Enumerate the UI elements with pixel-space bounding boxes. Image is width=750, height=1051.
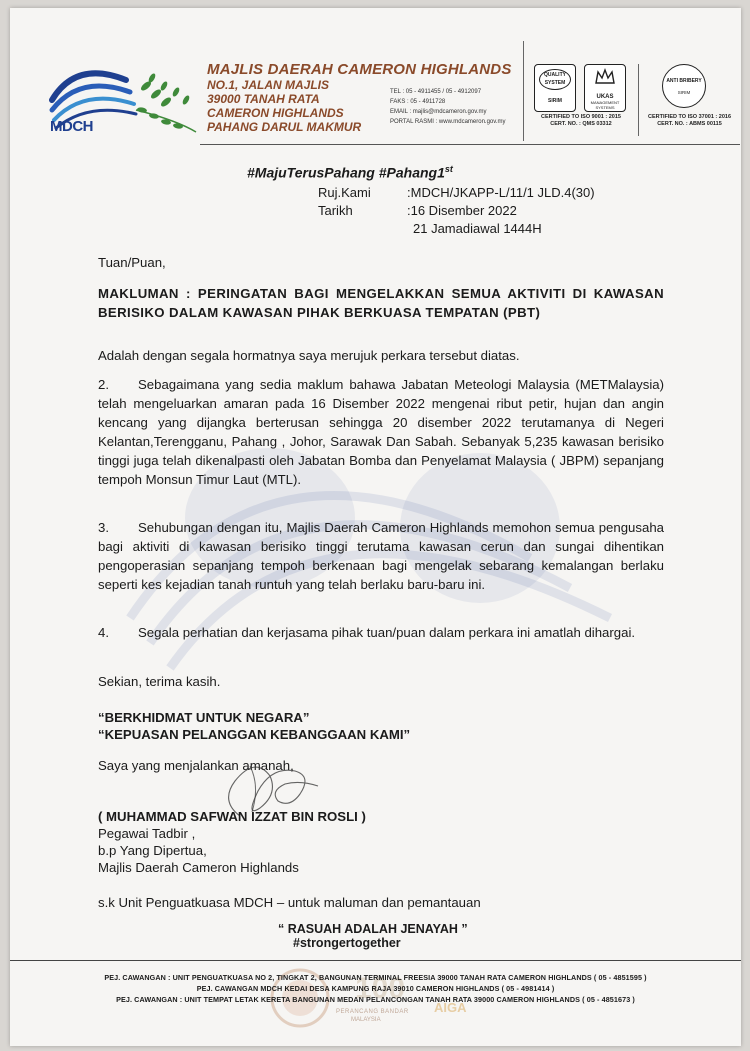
date-label: Tarikh (318, 203, 353, 218)
ukas-badge (584, 64, 626, 112)
paragraph-2 (98, 375, 664, 489)
address-line-4: PAHANG DARUL MAKMUR (207, 120, 362, 134)
closing-line: Sekian, terima kasih. (98, 674, 221, 689)
signatory-title: Pegawai Tadbir , (98, 826, 196, 841)
hijri-date: 21 Jamadiawal 1444H (413, 221, 542, 236)
paragraph-2-number: 2. (98, 377, 109, 392)
intro-paragraph: Adalah dengan segala hormatnya saya merujuk perkara tersebut diatas. (98, 348, 520, 363)
contact-tel: TEL : 05 - 4911455 / 05 - 4912097 (390, 89, 482, 95)
contact-email: EMAIL : majlis@mdcameron.gov.my (390, 109, 487, 115)
ukas-label: UKAS (596, 94, 614, 100)
paragraph-3 (98, 518, 664, 594)
signatory-name: ( MUHAMMAD SAFWAN IZZAT BIN ROSLI ) (98, 809, 366, 824)
hashtag-text: #MajuTerusPahang #Pahang1 (247, 164, 445, 181)
emblem-label: PERANCANG BANDAR (336, 1009, 409, 1015)
address-line-2: 39000 TANAH RATA (207, 92, 320, 106)
anti-bribery-label: ANTI BRIBERY (666, 78, 702, 84)
anti-corruption-slogan: “ RASUAH ADALAH JENAYAH ” (278, 922, 468, 936)
footer-branch-3: PEJ. CAWANGAN : UNIT TEMPAT LETAK KERETA BANGUNAN MEDAN PELANCONGAN TANAH RATA 39000 CAMERON HIGHLANDS ( 05 - 4851673 ) (116, 995, 635, 1004)
address-line-1: NO.1, JALAN MAJLIS (207, 78, 330, 92)
subject-line: MAKLUMAN : PERINGATAN BAGI MENGELAKKAN SEMUA AKTIVITI DI KAWASAN BERISIKO DALAM KAWASAN PIHAK BERKUASA TEMPATAN (PBT) (98, 286, 664, 320)
emblem-brand: AIGA (434, 1000, 467, 1015)
slogan-hashtag: #strongertogether (293, 936, 401, 950)
org-name: MAJLIS DAERAH CAMERON HIGHLANDS (207, 61, 512, 78)
signatory-for: b.p Yang Dipertua, (98, 843, 207, 858)
quality-system-sub: SIRIM (548, 98, 562, 104)
date-value: :16 Disember 2022 (407, 203, 517, 218)
svg-text:100: 100 (355, 972, 406, 1005)
anti-bribery-badge (662, 64, 706, 108)
copy-to-line: s.k Unit Penguatkuasa MDCH – untuk maluman dan pemantauan (98, 895, 481, 910)
anti-bribery-sub: SIRIM (677, 90, 691, 95)
ref-value: :MDCH/JKAPP-L/11/1 JLD.4(30) (407, 185, 595, 200)
hashtag-sup: st (444, 164, 453, 174)
paragraph-3-number: 3. (98, 520, 109, 535)
footer-branch-1: PEJ. CAWANGAN : UNIT PENGUATKUASA NO 2, TINGKAT 2, BANGUNAN TERMINAL FREESIA 39000 TANAH RATA CAMERON HIGHLANDS ( 05 - 4851595 ) (104, 973, 647, 982)
footer-branch-2: PEJ. CAWANGAN MDCH KEDAI DESA KAMPUNG RAJA 39010 CAMERON HIGHLANDS ( 05 - 4981414 ) (196, 984, 555, 993)
sign-off: Saya yang menjalankan amanah, (98, 758, 294, 773)
paragraph-4 (98, 623, 664, 642)
quality-system-badge (534, 64, 576, 112)
emblem-sub: MALAYSIA (351, 1017, 381, 1023)
paragraph-3-text: Sehubungan dengan itu, Majlis Daerah Cameron Highlands memohon semua pengusaha bagi aktiviti di kawasan berisiko tinggi terutama kawasan cerun dan sungai dihentikan pengoperasian sepanjang tempoh berkenaan bagi mengelak sebarang kemalangan berlaku seperti kes kejadian tanah runtuh yang telah berlaku baru-baru ini. (98, 520, 664, 592)
quality-system-label: QUALITY SYSTEM (539, 69, 571, 90)
crown-icon (585, 65, 625, 89)
cert1-number: CERT. NO. : QMS 03312 (550, 121, 612, 127)
ref-label: Ruj.Kami (318, 185, 371, 200)
salutation: Tuan/Puan, (98, 255, 166, 270)
signatory-org: Majlis Daerah Cameron Highlands (98, 860, 299, 875)
contact-fax: FAKS : 05 - 4911728 (390, 99, 446, 105)
paragraph-4-text: Segala perhatian dan kerjasama pihak tuan/puan dalam perkara ini amatlah dihargai. (138, 625, 636, 640)
paragraph-4-number: 4. (98, 625, 109, 640)
cert1-caption: CERTIFIED TO ISO 9001 : 2015 (541, 114, 621, 120)
logo-wordmark: MDCH (50, 118, 93, 135)
paragraph-2-text: Sebagaimana yang sedia maklum bahawa Jabatan Meteologi Malaysia (METMalaysia) telah mengeluarkan amaran pada 16 Disember 2022 mengenai ribut petir, hujan dan angin kencang yang dijangka berterusan sehingga 20 disember 2022 terutamanya di Negeri Kelantan,Terengganu, Pahang , Johor, Sarawak Dan Sabah. Sebanyak 5,235 kawasan berisiko tinggi juga telah dikenalpasti oleh Jabatan Bomba dan Penyelamat Malaysia ( JBPM) sepanjang tempoh Monsun Timur Laut (MTL). (98, 377, 664, 487)
motto-1: “BERKHIDMAT UNTUK NEGARA” (98, 710, 310, 725)
cert2-number: CERT. NO. : ABMS 00115 (657, 121, 722, 127)
contact-portal: PORTAL RASMI : www.mdcameron.gov.my (390, 119, 506, 125)
campaign-hashtag (247, 164, 453, 181)
cert2-caption: CERTIFIED TO ISO 37001 : 2016 (647, 114, 732, 120)
letter-sheet (10, 8, 741, 1046)
motto-2: “KEPUASAN PELANGGAN KEBANGGAAN KAMI” (98, 727, 411, 742)
header-rule (200, 144, 740, 145)
ukas-sub: MANAGEMENT SYSTEMS (590, 100, 620, 110)
address-line-3: CAMERON HIGHLANDS (207, 106, 344, 120)
